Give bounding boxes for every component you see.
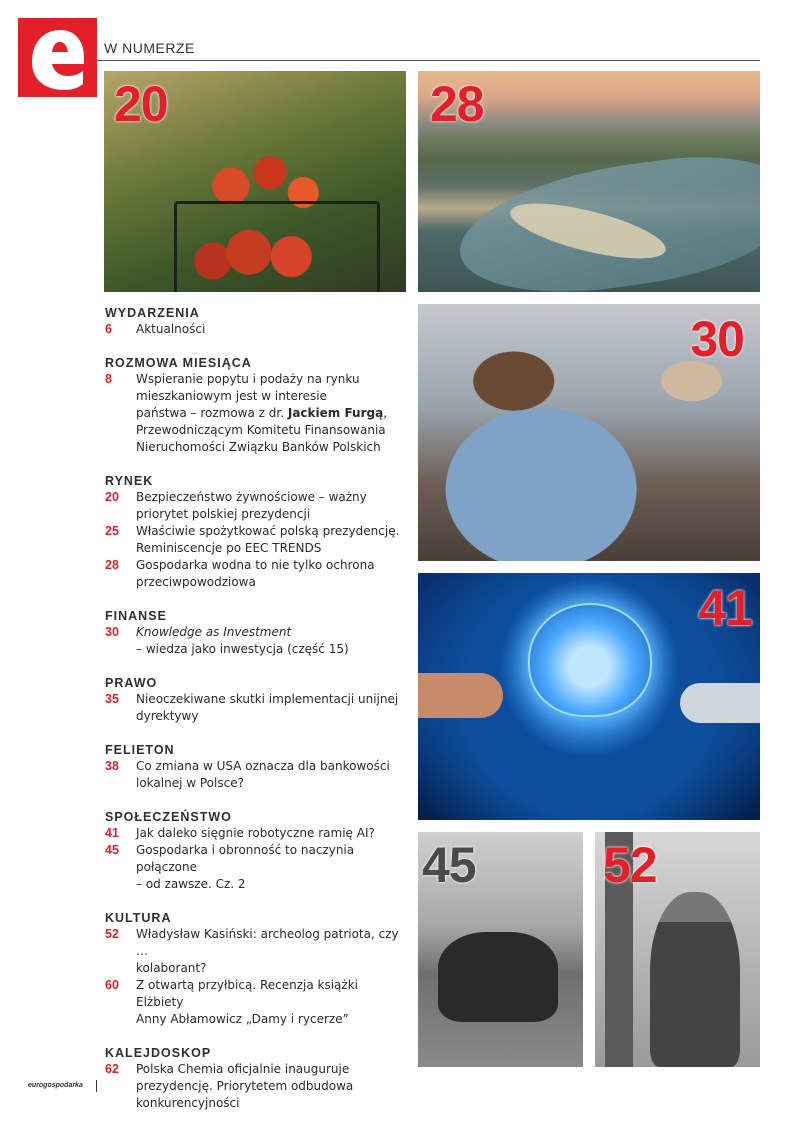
interviewee-name: Jackiem Furgą: [287, 406, 384, 420]
toc-title: Knowledge as Investment – wiedza jako inwestycja (część 15): [136, 625, 349, 656]
toc-title: Jak daleko sięgnie robotyczne ramię AI?: [136, 826, 375, 840]
toc-page-number: 41: [105, 826, 119, 840]
magazine-logo: [18, 18, 97, 97]
photo-page-number: 45: [422, 837, 476, 893]
photo-page-number: 20: [114, 76, 168, 132]
toc-category: ROZMOWA MIESIĄCA: [105, 356, 252, 370]
toc-entry[interactable]: [105, 624, 405, 658]
photo-ai-brain[interactable]: [418, 573, 760, 820]
toc-title: Aktualności: [136, 322, 206, 336]
toc-entry[interactable]: [105, 321, 405, 338]
toc-title: Gospodarka wodna to nie tylko ochrona przeciwpowodziowa: [136, 558, 375, 589]
toc-entry[interactable]: [105, 758, 405, 792]
toc-entry[interactable]: [105, 489, 405, 523]
toc-title: Wspieranie popytu i podaży na rynku mieszkaniowym jest w interesie państwa – rozmowa z dr. Jackiem Furgą, Przewodniczącym Komitetu Finansowania Nieruchomości Związku Banków Polskich: [136, 372, 388, 454]
toc-section: [105, 608, 405, 658]
page-number: 4: [76, 42, 83, 54]
toc-section: [105, 355, 405, 456]
crate-shape: [174, 201, 380, 292]
toc-page-number: 25: [105, 524, 119, 538]
toc-entry[interactable]: [105, 557, 405, 591]
horse-shape: [438, 932, 558, 1022]
brain-icon: [528, 603, 652, 717]
toc-title: Polska Chemia oficjalnie inauguruje prezydencję. Priorytetem odbudowa konkurencyjności: [136, 1062, 354, 1110]
photo-river[interactable]: [418, 71, 760, 292]
toc-section: [105, 675, 405, 725]
toc-title: Z otwartą przyłbicą. Recenzja książki Elżbiety Anny Abłamowicz „Damy i rycerze”: [136, 978, 358, 1026]
photo-speaker[interactable]: [418, 304, 760, 561]
toc-section: [105, 1045, 405, 1112]
boy-figure-shape: [650, 892, 740, 1067]
toc-page-number: 30: [105, 625, 119, 639]
toc-entry[interactable]: [105, 1061, 405, 1112]
section-heading: W NUMERZE: [104, 40, 195, 56]
toc-page-number: 28: [105, 558, 119, 572]
photo-boy[interactable]: [595, 832, 760, 1067]
toc-entry[interactable]: [105, 825, 405, 842]
table-of-contents: [105, 305, 405, 1112]
footer-divider: [96, 1080, 97, 1092]
toc-page-number: 60: [105, 978, 119, 992]
toc-title: Gospodarka i obronność to naczynia połączone – od zawsze. Cz. 2: [136, 843, 355, 891]
toc-title: Co zmiana w USA oznacza dla bankowości lokalnej w Polsce?: [136, 759, 390, 790]
toc-page-number: 35: [105, 692, 119, 706]
toc-page-number: 6: [105, 322, 112, 336]
photo-cavalry[interactable]: [418, 832, 583, 1067]
toc-title: Władysław Kasiński: archeolog patriota, czy … kolaborant?: [136, 927, 399, 975]
robot-hand-shape: [680, 683, 760, 723]
human-hand-shape: [418, 673, 503, 718]
toc-category: FELIETON: [105, 743, 175, 757]
toc-entry[interactable]: [105, 691, 405, 725]
toc-page-number: 62: [105, 1062, 119, 1076]
toc-section: [105, 305, 405, 338]
photo-page-number: 30: [690, 311, 744, 367]
toc-section: [105, 742, 405, 792]
toc-section: [105, 910, 405, 1028]
photo-tomatoes[interactable]: [104, 71, 406, 292]
toc-category: FINANSE: [105, 609, 167, 623]
toc-page-number: 8: [105, 372, 112, 386]
toc-page-number: 38: [105, 759, 119, 773]
toc-title: Bezpieczeństwo żywnościowe – ważny priorytet polskiej prezydencji: [136, 490, 367, 521]
toc-section: [105, 473, 405, 591]
footer-brand: eurogospodarka: [28, 1082, 83, 1089]
toc-page-number: 45: [105, 843, 119, 857]
toc-category: RYNEK: [105, 474, 154, 488]
toc-entry[interactable]: [105, 371, 405, 456]
toc-entry[interactable]: [105, 926, 405, 977]
toc-title: Nieoczekiwane skutki implementacji unijnej dyrektywy: [136, 692, 399, 723]
toc-category: PRAWO: [105, 676, 158, 690]
toc-category: KULTURA: [105, 911, 172, 925]
logo-e-icon: [18, 18, 97, 97]
toc-category: WYDARZENIA: [105, 306, 200, 320]
header-rule: [97, 60, 760, 61]
toc-entry[interactable]: [105, 977, 405, 1028]
toc-category: SPOŁECZEŃSTWO: [105, 810, 232, 824]
toc-category: KALEJDOSKOP: [105, 1046, 212, 1060]
toc-section: [105, 809, 405, 893]
toc-page-number: 52: [105, 927, 119, 941]
toc-entry[interactable]: [105, 842, 405, 893]
toc-entry[interactable]: [105, 523, 405, 557]
photo-page-number: 41: [698, 580, 752, 636]
photo-page-number: 52: [603, 837, 657, 893]
toc-title: Właściwie spożytkować polską prezydencję. Reminiscencje po EEC TRENDS: [136, 524, 400, 555]
photo-page-number: 28: [430, 76, 484, 132]
toc-page-number: 20: [105, 490, 119, 504]
